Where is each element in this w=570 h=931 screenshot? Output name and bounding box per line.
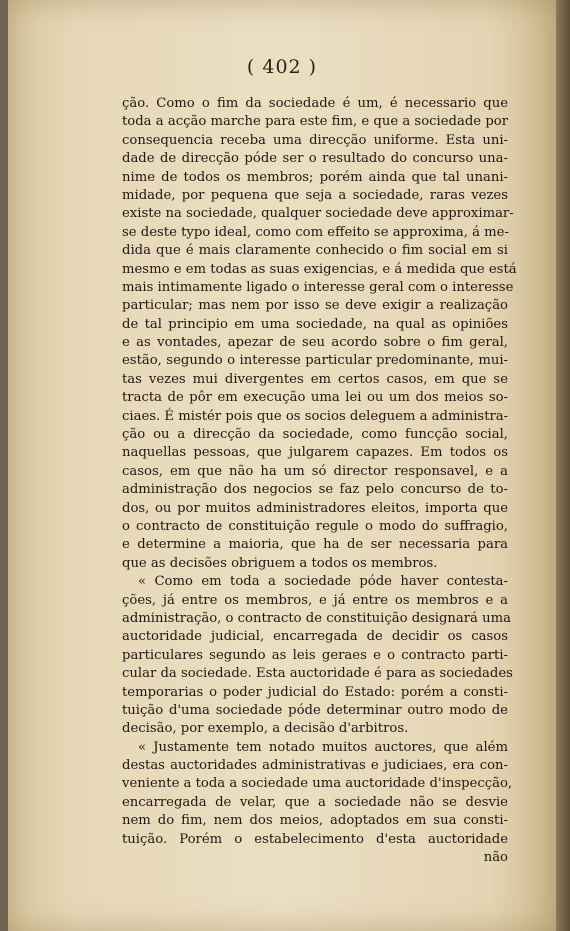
text-line: ção. Como o fim da sociedade é um, é necessario que [122, 96, 508, 111]
book-spine-edge [556, 0, 570, 931]
text-line: « Justamente tem notado muitos auctores, que além [138, 739, 508, 755]
text-line: não [483, 850, 508, 866]
text-line: particulares segundo as leis geraes e o contracto parti- [122, 647, 508, 663]
text-line: existe na sociedade, qualquer sociedade deve approximar- [122, 206, 514, 222]
text-line: ciaes. É mistér pois que os socios deleguem a administra- [122, 408, 509, 424]
text-line: naquellas pessoas, que julgarem capazes. Em todos os [122, 445, 508, 461]
text-line: tracta de pôr em execução uma lei ou um dos meios so- [122, 390, 508, 406]
text-line: particular; mas nem por isso se deve exigir a realização [122, 298, 508, 314]
text-line: midade, por pequena que seja a sociedade, raras vezes [122, 187, 508, 203]
text-line: dos, ou por muitos administradores eleitos, importa que [122, 500, 508, 516]
text-line: decisão, por exemplo, a decisão d'arbitros. [122, 721, 409, 737]
text-line: e as vontades, apezar de seu acordo sobre o fim geral, [122, 335, 508, 351]
text-line: tuição d'uma sociedade póde determinar outro modo de [122, 702, 508, 718]
text-line: de tal principio em uma sociedade, na qual as opiniões [122, 316, 508, 332]
text-line: tuição. Porém o estabelecimento d'esta auctoridade [122, 831, 508, 847]
text-line: e determine a maioria, que ha de ser necessaria para [122, 537, 508, 553]
text-line: administração dos negocios se faz pelo concurso de to- [122, 482, 508, 498]
text-line: cular da sociedade. Esta auctoridade é para as sociedades [122, 666, 513, 682]
text-line: destas auctoridades administrativas e judiciaes, era con- [122, 758, 508, 774]
text-line: temporarias o poder judicial do Estado: porém a consti- [122, 684, 508, 700]
text-line: se deste typo ideal, como com effeito se approxima, á me- [122, 224, 509, 240]
text-line: ção ou a direcção da sociedade, como funcção social, [122, 427, 508, 443]
body-text [122, 95, 517, 867]
text-line: encarregada de velar, que a sociedade não se desvie [122, 794, 508, 810]
text-line: mais intimamente ligado o interesse geral com o interesse [122, 279, 514, 295]
text-line: « Como em toda a sociedade póde haver contesta- [138, 574, 508, 590]
text-line: casos, em que não ha um só director responsavel, e a [122, 463, 508, 479]
text-line: administração, o contracto de constituição designará uma [122, 610, 511, 626]
text-line: o contracto de constituição regule o modo do suffragio, [122, 518, 508, 534]
text-line: veniente a toda a sociedade uma auctoridade d'inspecção, [122, 776, 513, 792]
text-line: que as decisões obriguem a todos os membros. [122, 555, 438, 571]
text-line: dade de direcção póde ser o resultado do concurso una- [122, 151, 508, 167]
text-line: nem do fim, nem dos meios, adoptados em sua consti- [122, 813, 508, 829]
book-page [8, 0, 556, 931]
text-line: toda a acção marche para este fim, e que a sociedade por [122, 114, 508, 130]
text-line: consequencia receba uma direcção uniforme. Esta uni- [122, 132, 508, 148]
text-line: tas vezes mui divergentes em certos casos, em que se [122, 371, 508, 387]
text-line: mesmo e em todas as suas exigencias, e á medida que está [122, 261, 517, 277]
page-number: ( 402 ) [246, 56, 318, 78]
text-line: ções, já entre os membros, e já entre os membros e a [122, 592, 508, 608]
text-line: estão, segundo o interesse particular predominante, mui- [122, 353, 508, 369]
text-line: auctoridade judicial, encarregada de decidir os casos [122, 629, 508, 645]
text-line: nime de todos os membros; porém ainda que tal unani- [122, 169, 508, 185]
text-line: dida que é mais claramente conhecido o fim social em si [122, 243, 508, 259]
